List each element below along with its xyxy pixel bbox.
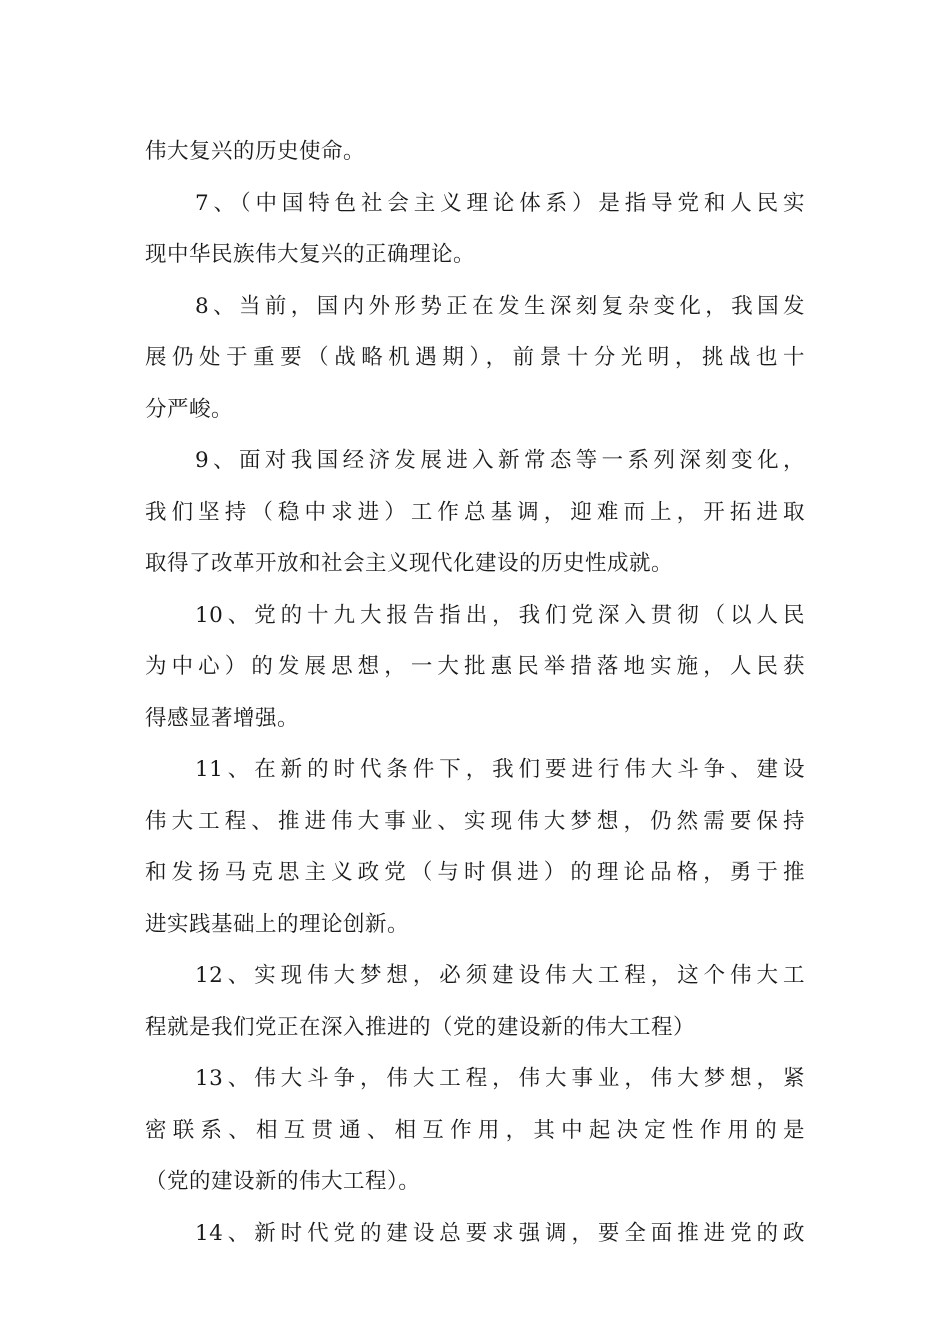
text-line: 12、实现伟大梦想，必须建设伟大工程，这个伟大工 — [195, 963, 805, 988]
text-line: 7、（中国特色社会主义理论体系）是指导党和人民实 — [195, 190, 805, 216]
text-line: 我们坚持（稳中求进）工作总基调，迎难而上，开拓进取 — [145, 499, 805, 525]
text-line: 进实践基础上的理论创新。 — [145, 911, 410, 937]
text-line: 伟大工程、推进伟大事业、实现伟大梦想，仍然需要保持 — [145, 808, 805, 834]
text-line: 伟大复兴的历史使命。 — [145, 139, 366, 164]
text-line: 取得了改革开放和社会主义现代化建设的历史性成就。 — [145, 551, 674, 576]
text-line: 和发扬马克思主义政党（与时俱进）的理论品格，勇于推 — [145, 860, 805, 885]
document-page — [145, 126, 805, 1259]
text-line: 密联系、相互贯通、相互作用，其中起决定性作用的是 — [145, 1117, 805, 1143]
text-line: （党的建设新的伟大工程）。 — [145, 1169, 421, 1194]
text-line: 13、伟大斗争，伟大工程，伟大事业，伟大梦想，紧 — [195, 1066, 805, 1091]
text-line: 14、新时代党的建设总要求强调，要全面推进党的政 — [195, 1220, 805, 1246]
text-line: 9、面对我国经济发展进入新常态等一系列深刻变化， — [195, 448, 805, 473]
text-line: 为中心）的发展思想，一大批惠民举措落地实施，人民获 — [145, 654, 805, 679]
text-line: 10、党的十九大报告指出，我们党深入贯彻（以人民 — [195, 602, 805, 628]
text-line: 程就是我们党正在深入推进的（党的建设新的伟大工程） — [145, 1014, 696, 1040]
text-line: 展仍处于重要（战略机遇期），前景十分光明，挑战也十 — [145, 345, 805, 370]
text-line: 得感显著增强。 — [145, 705, 300, 731]
text-line: 现中华民族伟大复兴的正确理论。 — [145, 242, 476, 267]
text-line: 11、在新的时代条件下，我们要进行伟大斗争、建设 — [195, 757, 805, 782]
text-line: 8、当前，国内外形势正在发生深刻复杂变化，我国发 — [195, 293, 805, 319]
text-line: 分严峻。 — [145, 396, 234, 422]
